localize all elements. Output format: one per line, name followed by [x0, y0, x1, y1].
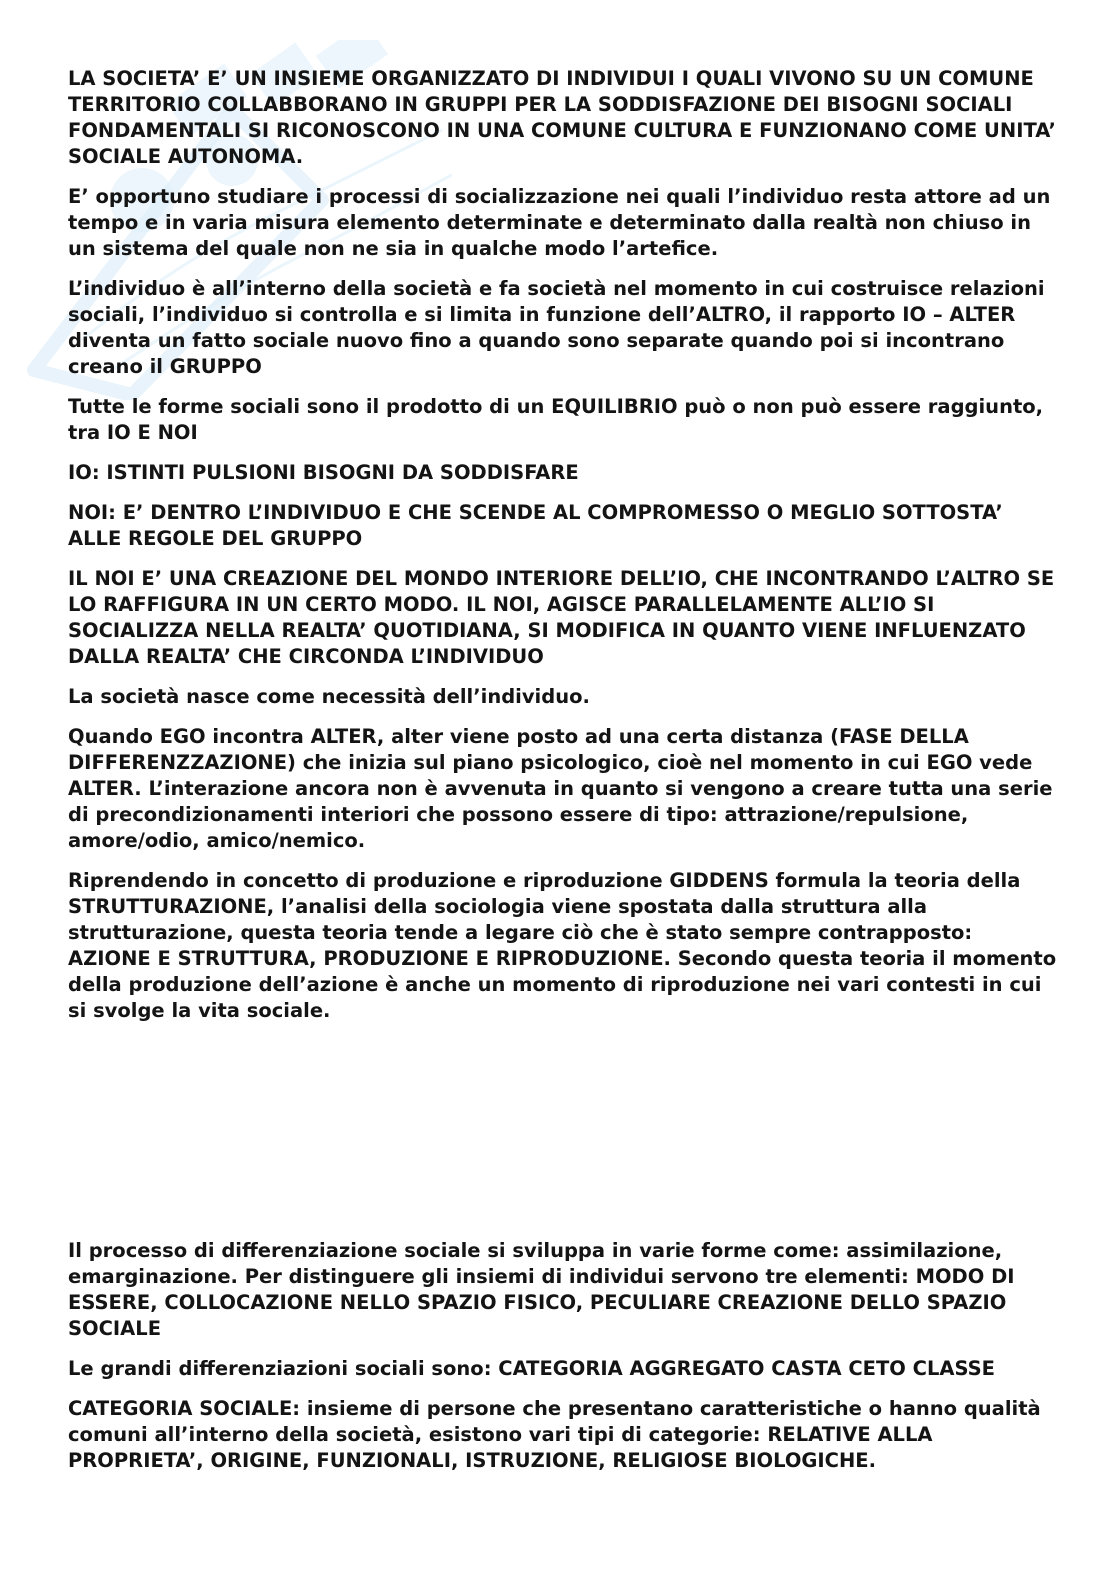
paragraph: La società nasce come necessità dell’individuo. — [68, 685, 590, 708]
paragraph: E’ opportuno studiare i processi di socializzazione nei quali l’individuo resta attore ad un tempo e in varia misura elemento determinate e determinato dalla realtà non chiuso in un sistema del quale non ne sia in qualche modo l’artefice. — [68, 185, 1051, 260]
paragraph: Le grandi differenziazioni sociali sono: CATEGORIA AGGREGATO CASTA CETO CLASSE — [68, 1357, 995, 1380]
paragraph: Tutte le forme sociali sono il prodotto di un EQUILIBRIO può o non può essere raggiunto, tra IO E NOI — [68, 395, 1044, 444]
paragraph: IO: ISTINTI PULSIONI BISOGNI DA SODDISFARE — [68, 461, 579, 484]
paragraph: IL NOI E’ UNA CREAZIONE DEL MONDO INTERIORE DELL’IO, CHE INCONTRANDO L’ALTRO SE LO RAFFIGURA IN UN CERTO MODO. IL NOI, AGISCE PARALLELAMENTE ALL’IO SI SOCIALIZZA NELLA REALTA’ QUOTIDIANA, SI MODIFICA IN QUANTO VIENE INFLUENZATO DALLA REALTA’ CHE CIRCONDA L’INDIVIDUO — [68, 567, 1055, 668]
paragraph: Il processo di differenziazione sociale si sviluppa in varie forme come: assimilazione, emarginazione. Per distinguere gli insiemi di individui servono tre elementi: MODO DI ESSERE, COLLOCAZIONE NELLO SPAZIO FISICO, PECULIARE CREAZIONE DELLO SPAZIO SOCIALE — [68, 1239, 1015, 1340]
document-body — [68, 66, 1058, 1488]
paragraph: L’individuo è all’interno della società e fa società nel momento in cui costruisce relazioni sociali, l’individuo si controlla e si limita in funzione dell’ALTRO, il rapporto IO – ALTER diventa un fatto sociale nuovo fino a quando sono separate quando poi si incontrano creano il GRUPPO — [68, 277, 1045, 378]
paragraph: NOI: E’ DENTRO L’INDIVIDUO E CHE SCENDE AL COMPROMESSO O MEGLIO SOTTOSTA’ ALLE REGOLE DEL GRUPPO — [68, 501, 1003, 550]
paragraph: Riprendendo in concetto di produzione e riproduzione GIDDENS formula la teoria della STRUTTURAZIONE, l’analisi della sociologia viene spostata dalla struttura alla strutturazione, questa teoria tende a legare ciò che è stato sempre contrapposto: AZIONE E STRUTTURA, PRODUZIONE E RIPRODUZIONE. Secondo questa teoria il momento della produzione dell’azione è anche un momento di riproduzione nei vari contesti in cui si svolge la vita sociale. — [68, 869, 1057, 1022]
paragraph: Quando EGO incontra ALTER, alter viene posto ad una certa distanza (FASE DELLA DIFFERENZZAZIONE) che inizia sul piano psicologico, cioè nel momento in cui EGO vede ALTER. L’interazione ancora non è avvenuta in quanto si vengono a creare tutta una serie di precondizionamenti interiori che possono essere di tipo: attrazione/repulsione, amore/odio, amico/nemico. — [68, 725, 1053, 852]
paragraph: LA SOCIETA’ E’ UN INSIEME ORGANIZZATO DI INDIVIDUI I QUALI VIVONO SU UN COMUNE TERRITORIO COLLABBORANO IN GRUPPI PER LA SODDISFAZIONE DEI BISOGNI SOCIALI FONDAMENTALI SI RICONOSCONO IN UNA COMUNE CULTURA E FUNZIONANO COME UNITA’ SOCIALE AUTONOMA. — [68, 67, 1056, 168]
paragraph: CATEGORIA SOCIALE: insieme di persone che presentano caratteristiche o hanno qualità comuni all’interno della società, esistono vari tipi di categorie: RELATIVE ALLA PROPRIETA’, ORIGINE, FUNZIONALI, ISTRUZIONE, RELIGIOSE BIOLOGICHE. — [68, 1397, 1041, 1472]
